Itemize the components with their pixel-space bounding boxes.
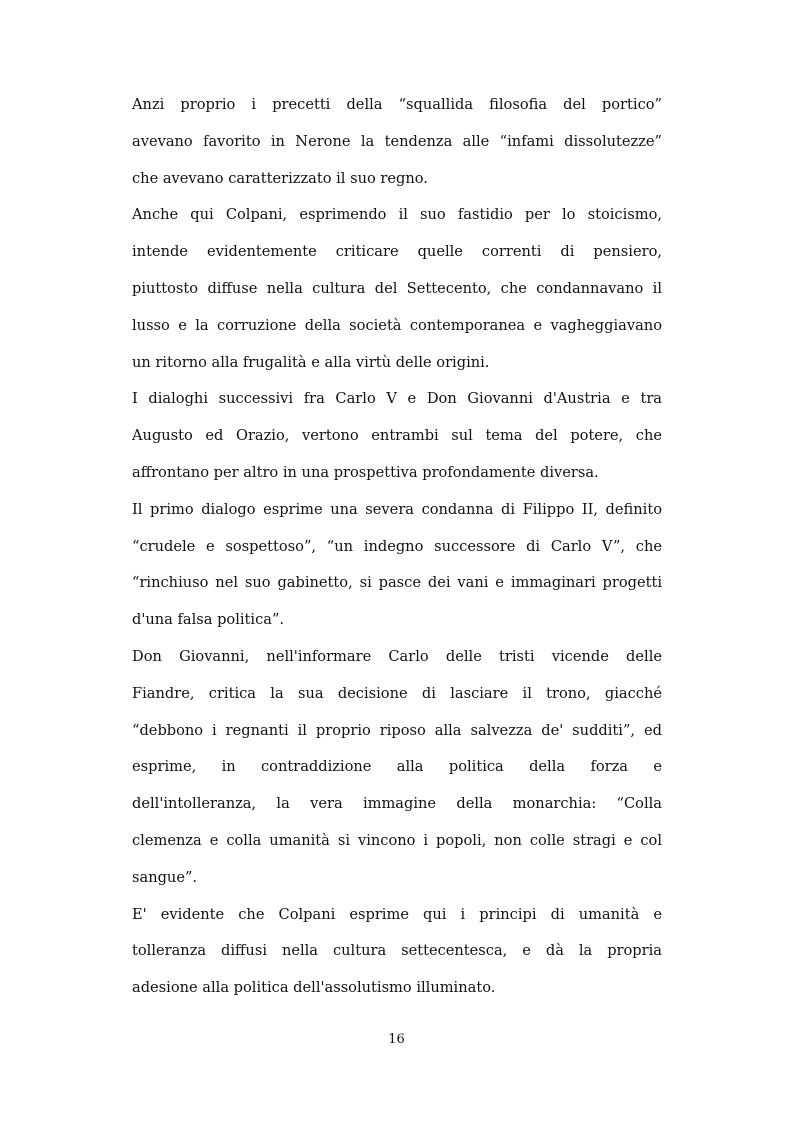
text-line: I dialoghi successivi fra Carlo V e Don Giovanni d'Austria e tra	[132, 390, 662, 408]
text-line: Don Giovanni, nell'informare Carlo delle tristi vicende delle	[132, 647, 662, 665]
body-text	[132, 87, 662, 1007]
text-line: lusso e la corruzione della società contemporanea e vagheggiavano	[132, 316, 662, 334]
text-line: d'una falsa politica”.	[132, 611, 285, 629]
page-number: 16	[388, 1032, 405, 1047]
text-line: “debbono i regnanti il proprio riposo alla salvezza de' sudditi”, ed	[132, 721, 662, 739]
text-line: affrontano per altro in una prospettiva profondamente diversa.	[132, 463, 599, 481]
text-line: Il primo dialogo esprime una severa condanna di Filippo II, definito	[132, 500, 662, 518]
text-line: Anche qui Colpani, esprimendo il suo fastidio per lo stoicismo,	[132, 206, 662, 224]
text-line: che avevano caratterizzato il suo regno.	[132, 169, 428, 187]
text-line: E' evidente che Colpani esprime qui i principi di umanità e	[132, 905, 662, 923]
text-line: clemenza e colla umanità si vincono i popoli, non colle stragi e col	[132, 831, 662, 849]
text-line: “rinchiuso nel suo gabinetto, si pasce dei vani e immaginari progetti	[132, 574, 662, 592]
text-line: Augusto ed Orazio, vertono entrambi sul tema del potere, che	[132, 427, 662, 445]
text-line: tolleranza diffusi nella cultura settecentesca, e dà la propria	[132, 942, 662, 960]
text-line: sangue”.	[132, 868, 198, 886]
text-line: esprime, in contraddizione alla politica della forza e	[132, 758, 662, 776]
text-line: adesione alla politica dell'assolutismo illuminato.	[132, 979, 496, 997]
text-line: Anzi proprio i precetti della “squallida filosofia del portico”	[132, 96, 662, 113]
text-line: Fiandre, critica la sua decisione di lasciare il trono, giacché	[132, 684, 662, 702]
text-line: dell'intolleranza, la vera immagine della monarchia: “Colla	[132, 795, 662, 813]
text-line: intende evidentemente criticare quelle correnti di pensiero,	[132, 243, 662, 261]
text-line: “crudele e sospettoso”, “un indegno successore di Carlo V”, che	[132, 537, 662, 555]
text-line: avevano favorito in Nerone la tendenza alle “infami dissolutezze”	[132, 132, 662, 150]
text-line: piuttosto diffuse nella cultura del Settecento, che condannavano il	[132, 279, 662, 297]
text-line: un ritorno alla frugalità e alla virtù delle origini.	[132, 353, 490, 371]
